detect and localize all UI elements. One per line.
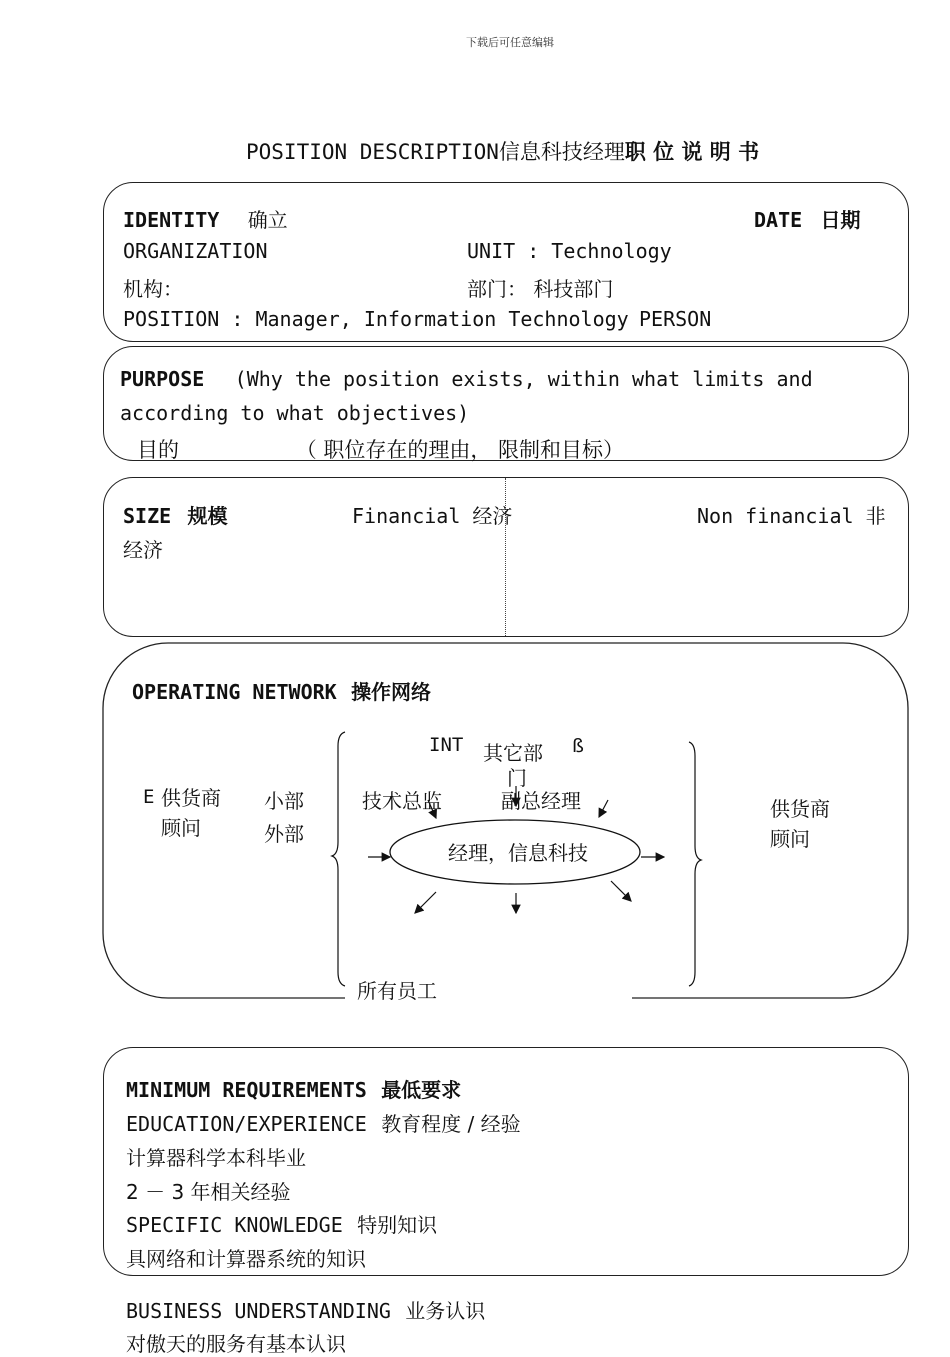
business-heading <box>126 1295 485 1324</box>
vgm-label: 副总经理 <box>501 789 581 813</box>
center-label: 经理，信息科技 <box>448 841 588 865</box>
non-financial-label-cont: 经济 <box>123 538 163 562</box>
left-supplier: 供货商 <box>161 786 221 810</box>
business-value: 对傲天的服务有基本认识 <box>126 1332 346 1356</box>
right-supplier: 供货商 <box>770 797 830 821</box>
knowledge-label: SPECIFIC KNOWLEDGE <box>126 1213 343 1237</box>
unit-label: UNIT : Technology <box>467 239 672 263</box>
unit-label-cn: 部门： 科技部门 <box>467 277 614 301</box>
internal-tail: ß <box>572 735 584 757</box>
internal-dept-cont: 门 <box>507 766 527 790</box>
purpose-text-2: according to what objectives) <box>120 401 470 425</box>
education-label-cn: 教育程度 / 经验 <box>381 1112 521 1136</box>
size-label: SIZE <box>123 504 172 528</box>
purpose-label-cn: 目的 <box>137 438 179 462</box>
purpose-label: PURPOSE <box>120 367 205 391</box>
date-label-cn: 日期 <box>820 208 861 232</box>
requirements-label-cn: 最低要求 <box>381 1078 462 1102</box>
left-brace <box>332 732 345 986</box>
knowledge-value: 具网络和计算器系统的知识 <box>126 1247 366 1271</box>
knowledge-heading <box>126 1209 437 1238</box>
internal-fragment: INT <box>429 734 464 756</box>
network-label-cn: 操作网络 <box>351 680 432 704</box>
right-brace <box>689 742 701 986</box>
title-cn-doc: 职 位 说 明 书 <box>624 140 760 164</box>
left-external-2: 外部 <box>264 822 304 846</box>
arrow-bottom-left-out <box>415 892 436 913</box>
position-line: POSITION : Manager, Information Technology <box>123 307 629 331</box>
right-consultant: 顾问 <box>770 827 810 851</box>
cto-label: 技术总监 <box>362 789 442 813</box>
arrow-bottom-right-out <box>611 881 631 901</box>
header-note: 下载后可任意编辑 <box>466 36 554 49</box>
organization-label-cn: 机构： <box>123 277 183 301</box>
left-consultant: 顾问 <box>161 816 201 840</box>
organization-label: ORGANIZATION <box>123 239 268 263</box>
business-label: BUSINESS UNDERSTANDING <box>126 1299 391 1323</box>
non-financial-label: Non financial 非 <box>697 504 886 528</box>
business-label-cn: 业务认识 <box>405 1299 486 1323</box>
purpose-text-1: (Why the position exists, within what limits and <box>234 367 813 391</box>
date-label: DATE <box>754 208 803 232</box>
education-heading <box>126 1108 521 1137</box>
identity-label: IDENTITY <box>123 208 220 232</box>
size-label-cn: 规模 <box>187 504 228 528</box>
financial-label: Financial 经济 <box>352 504 513 528</box>
title-cn-position: 信息科技经理 <box>498 140 625 164</box>
internal-dept: 其它部 <box>483 741 543 765</box>
title-en: POSITION DESCRIPTION <box>246 140 499 164</box>
network-label: OPERATING NETWORK <box>132 680 337 704</box>
left-fragment: E <box>143 786 155 808</box>
knowledge-label-cn: 特别知识 <box>357 1213 438 1237</box>
left-external-1: 小部 <box>264 789 304 813</box>
purpose-text-cn: （ 职位存在的理由， 限制和目标） <box>295 438 625 462</box>
education-label: EDUCATION/EXPERIENCE <box>126 1112 367 1136</box>
arrow-vgm-in <box>599 800 608 817</box>
staff-label: 所有员工 <box>357 979 437 1003</box>
requirements-label: MINIMUM REQUIREMENTS <box>126 1078 367 1102</box>
requirements-heading <box>126 1074 461 1103</box>
identity-label-cn: 确立 <box>247 208 288 232</box>
experience-value: 2 － 3 年相关经验 <box>126 1180 291 1204</box>
person-label: PERSON <box>639 307 712 331</box>
education-value: 计算器科学本科毕业 <box>126 1146 306 1170</box>
